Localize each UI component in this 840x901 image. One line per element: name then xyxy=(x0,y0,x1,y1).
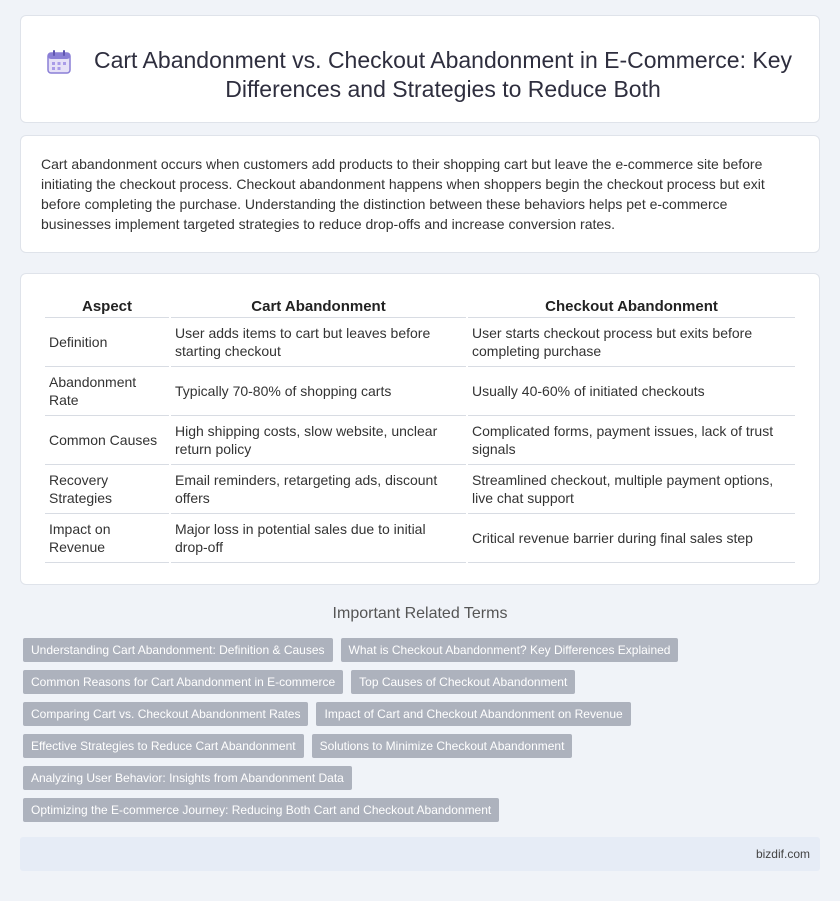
cell-checkout: Complicated forms, payment issues, lack of trust signals xyxy=(468,416,795,465)
tag-row xyxy=(23,798,823,822)
table-row xyxy=(45,416,795,465)
related-terms-heading: Important Related Terms xyxy=(332,605,508,622)
tag-row xyxy=(23,638,823,662)
table-row xyxy=(45,514,795,563)
table-row xyxy=(45,318,795,367)
related-term-tag[interactable]: What is Checkout Abandonment? Key Differences Explained xyxy=(341,638,679,662)
calendar-icon xyxy=(47,49,71,75)
cell-checkout: Usually 40-60% of initiated checkouts xyxy=(468,367,795,416)
tag-row xyxy=(23,702,823,726)
related-term-tag[interactable]: Understanding Cart Abandonment: Definition & Causes xyxy=(23,638,333,662)
cell-aspect: Common Causes xyxy=(45,416,169,465)
cell-aspect: Impact on Revenue xyxy=(45,514,169,563)
intro-paragraph: Cart abandonment occurs when customers add products to their shopping cart but leave the e-commerce site before initiating the checkout process. Checkout abandonment happens when shoppers begin the checkout process but exit before completing the purchase. Understanding the distinction between these behaviors helps pet e-commerce businesses implement targeted strategies to reduce drop-offs and increase conversion rates. xyxy=(41,156,765,232)
cell-checkout: User starts checkout process but exits before completing purchase xyxy=(468,318,795,367)
table-row xyxy=(45,367,795,416)
related-term-tag[interactable]: Comparing Cart vs. Checkout Abandonment Rates xyxy=(23,702,308,726)
cell-checkout: Streamlined checkout, multiple payment options, live chat support xyxy=(468,465,795,514)
cell-aspect: Abandonment Rate xyxy=(45,367,169,416)
related-term-tag[interactable]: Impact of Cart and Checkout Abandonment on Revenue xyxy=(316,702,630,726)
page-title: Cart Abandonment vs. Checkout Abandonment in E-Commerce: Key Differences and Strategies to Reduce Both xyxy=(93,47,793,102)
footer-site-link[interactable]: bizdif.com xyxy=(755,847,810,861)
related-terms-list xyxy=(23,638,823,830)
tag-row xyxy=(23,766,823,790)
header-aspect: Aspect xyxy=(45,294,169,318)
cell-aspect: Recovery Strategies xyxy=(45,465,169,514)
tag-row xyxy=(23,734,823,758)
footer xyxy=(20,837,820,871)
cell-cart: Major loss in potential sales due to initial drop-off xyxy=(171,514,466,563)
tag-row xyxy=(23,670,823,694)
related-term-tag[interactable]: Top Causes of Checkout Abandonment xyxy=(351,670,575,694)
cell-cart: User adds items to cart but leaves before starting checkout xyxy=(171,318,466,367)
comparison-table-card xyxy=(20,273,820,585)
table-row xyxy=(45,465,795,514)
comparison-table xyxy=(43,294,797,563)
related-term-tag[interactable]: Optimizing the E-commerce Journey: Reducing Both Cart and Checkout Abandonment xyxy=(23,798,499,822)
header-cart-abandonment: Cart Abandonment xyxy=(171,294,466,318)
cell-cart: Typically 70-80% of shopping carts xyxy=(171,367,466,416)
related-term-tag[interactable]: Analyzing User Behavior: Insights from Abandonment Data xyxy=(23,766,352,790)
intro-card xyxy=(20,135,820,253)
header-checkout-abandonment: Checkout Abandonment xyxy=(468,294,795,318)
related-term-tag[interactable]: Common Reasons for Cart Abandonment in E-commerce xyxy=(23,670,343,694)
related-term-tag[interactable]: Solutions to Minimize Checkout Abandonment xyxy=(312,734,573,758)
cell-checkout: Critical revenue barrier during final sales step xyxy=(468,514,795,563)
related-term-tag[interactable]: Effective Strategies to Reduce Cart Abandonment xyxy=(23,734,304,758)
cell-cart: Email reminders, retargeting ads, discount offers xyxy=(171,465,466,514)
header-card xyxy=(20,15,820,123)
table-header-row xyxy=(45,294,795,318)
cell-aspect: Definition xyxy=(45,318,169,367)
cell-cart: High shipping costs, slow website, unclear return policy xyxy=(171,416,466,465)
